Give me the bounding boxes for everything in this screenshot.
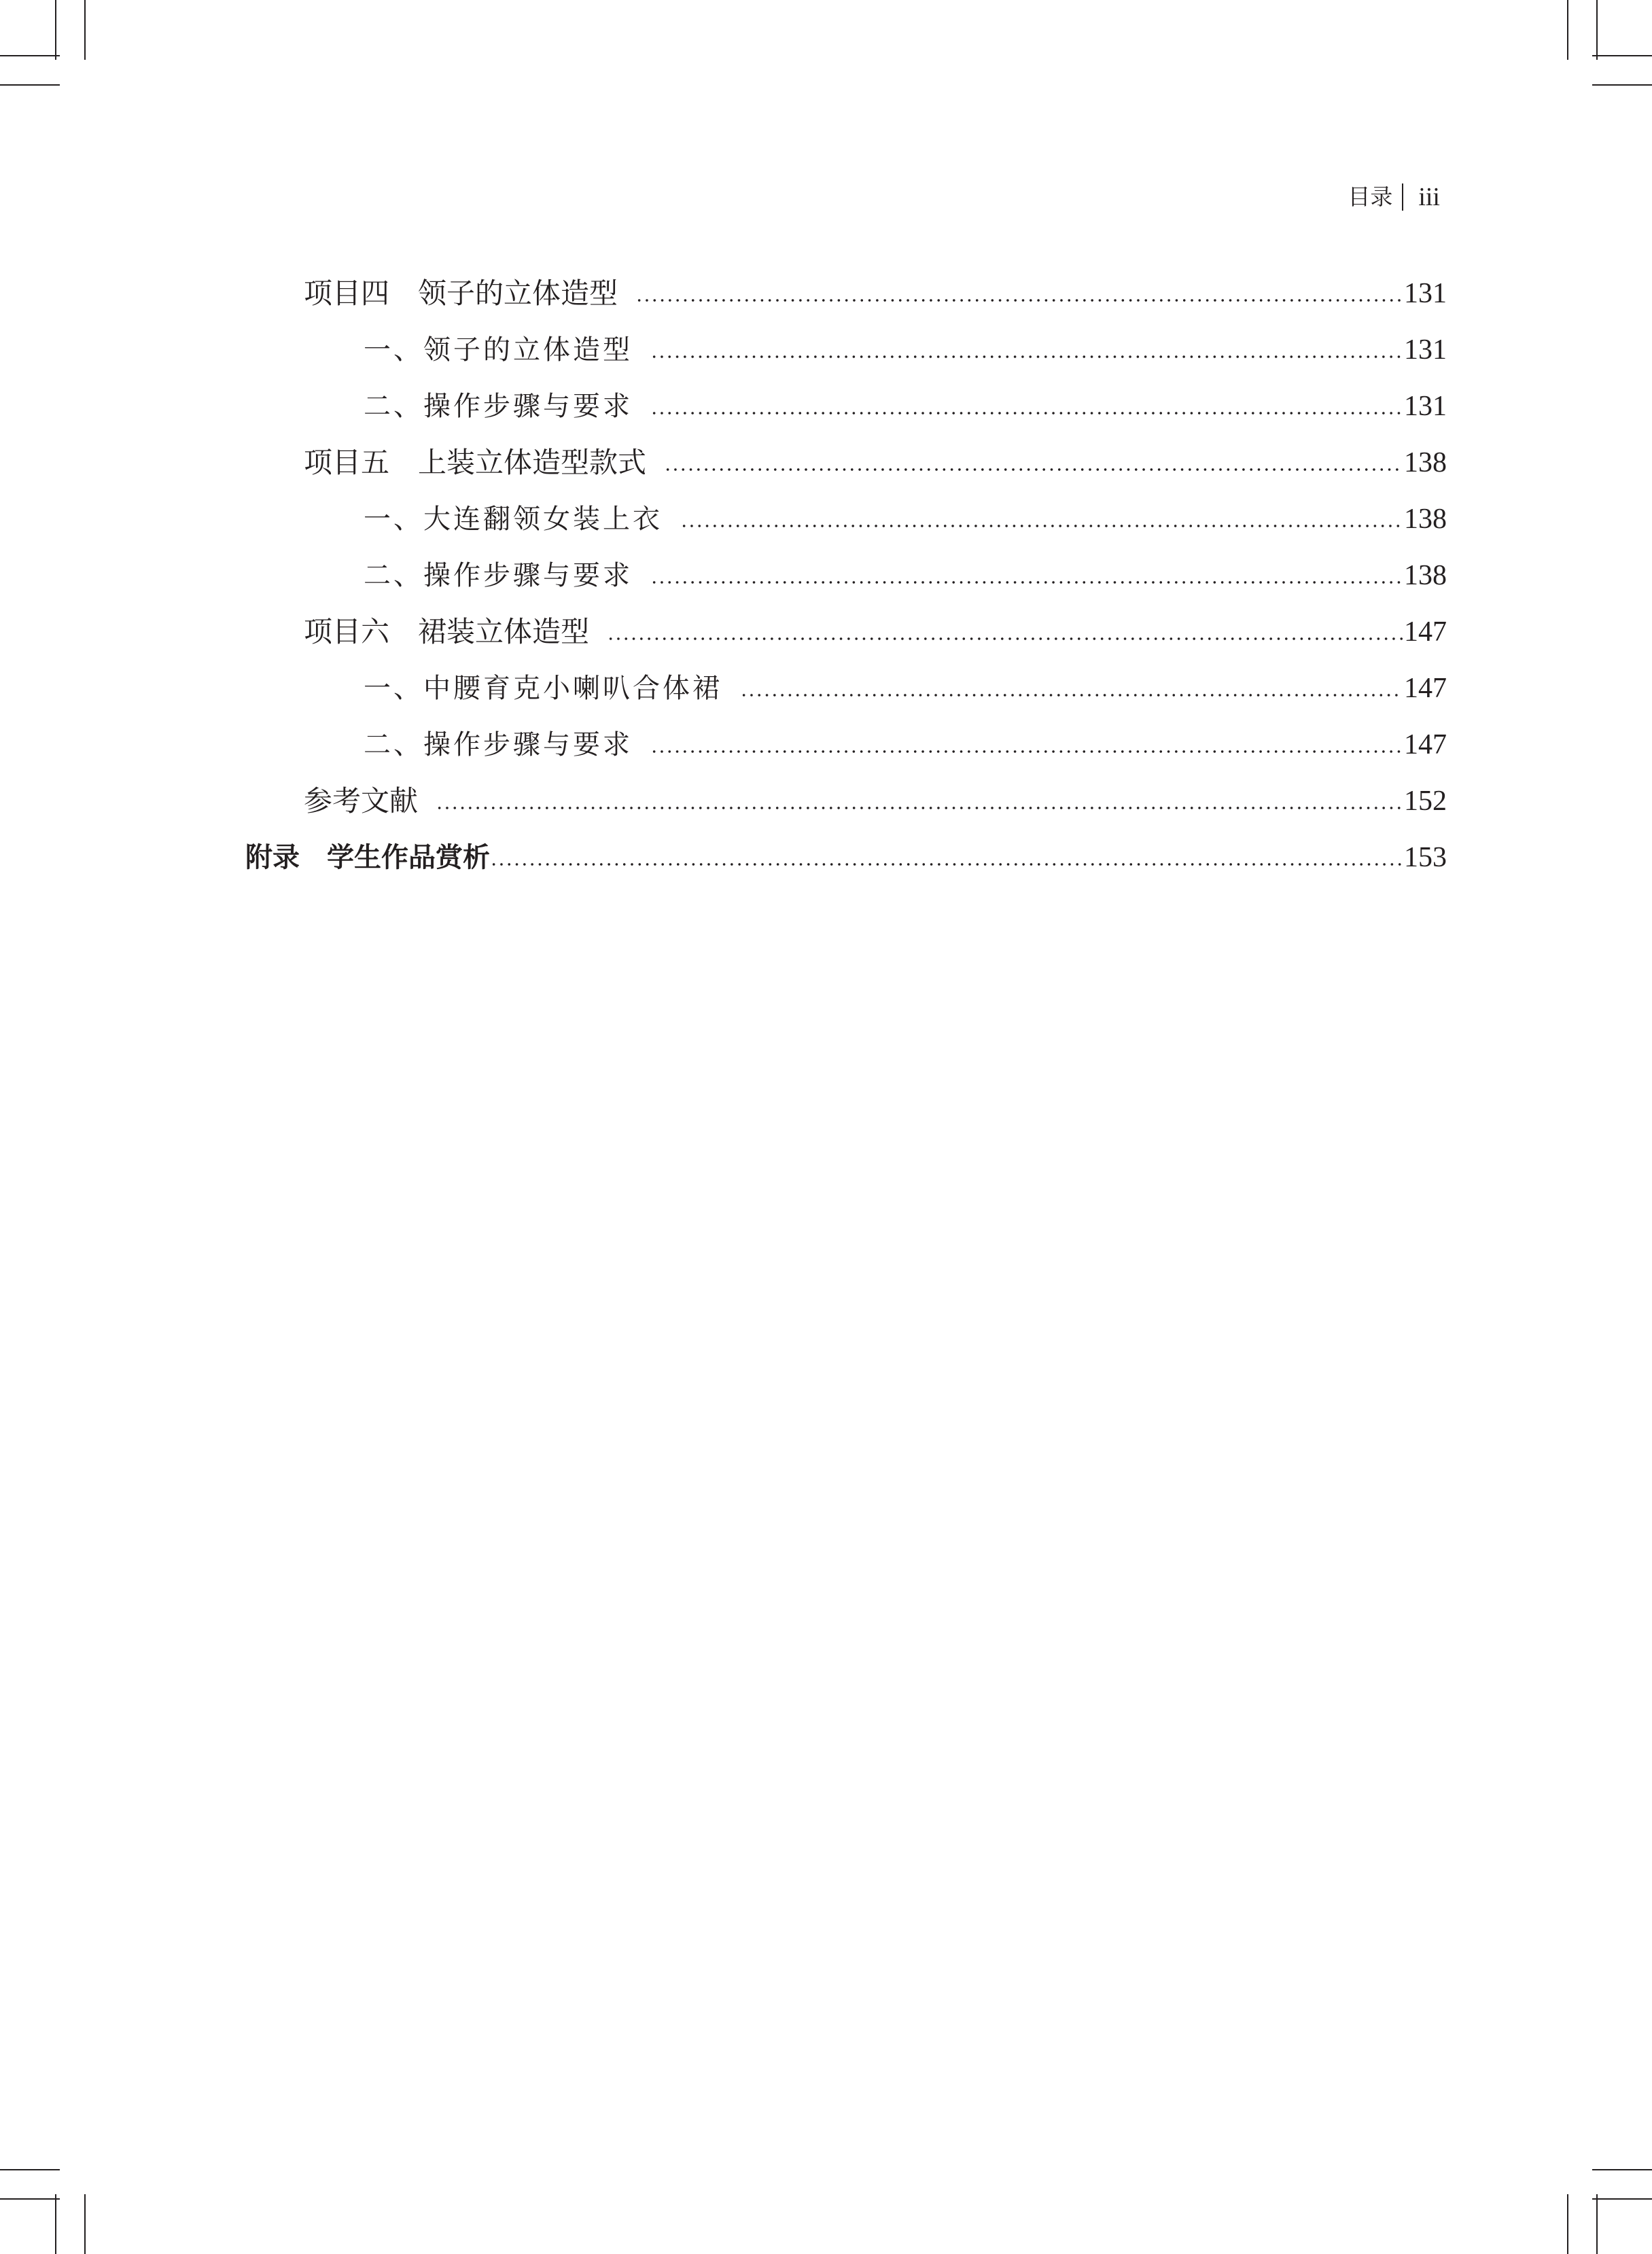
crop-mark xyxy=(1592,2198,1652,2200)
toc-dot-leader xyxy=(650,355,1403,358)
toc-dot-leader xyxy=(635,299,1403,302)
toc-entry-label: 一、中腰育克小喇叭合体裙 xyxy=(364,673,722,704)
running-header-title: 目录 xyxy=(1348,183,1393,210)
running-header xyxy=(1348,182,1440,212)
toc-entry-label: 一、领子的立体造型 xyxy=(364,334,633,366)
toc-entry[interactable] xyxy=(364,328,1447,369)
toc-entry-label: 一、大连翻领女装上衣 xyxy=(364,504,663,535)
toc-entry[interactable] xyxy=(304,610,1447,651)
toc-entry-page: 152 xyxy=(1404,786,1447,817)
toc-entry-page: 147 xyxy=(1404,673,1447,704)
toc-entry-label: 参考文献 xyxy=(304,784,419,817)
crop-mark xyxy=(1592,2169,1652,2170)
toc-entry[interactable] xyxy=(364,497,1447,538)
toc-entry-label: 附录 学生作品赏析 xyxy=(245,842,490,873)
toc-entry[interactable] xyxy=(364,667,1447,707)
toc-entry-page: 138 xyxy=(1404,560,1447,591)
toc-dot-leader xyxy=(490,863,1403,866)
crop-mark xyxy=(84,2194,86,2254)
crop-mark xyxy=(1592,84,1652,86)
toc-entry-page: 153 xyxy=(1404,842,1447,873)
toc-entry-label: 二、操作步骤与要求 xyxy=(364,391,633,422)
crop-mark xyxy=(0,2169,60,2170)
crop-mark xyxy=(0,84,60,86)
toc-entry-page: 147 xyxy=(1404,729,1447,760)
toc-entry-label: 项目六 裙装立体造型 xyxy=(304,615,590,648)
crop-mark xyxy=(55,2194,56,2254)
crop-mark xyxy=(0,55,60,56)
toc-dot-leader xyxy=(680,525,1403,527)
crop-mark xyxy=(55,0,56,60)
toc-entry-label: 项目五 上装立体造型款式 xyxy=(304,446,647,479)
toc-entry-page: 138 xyxy=(1404,447,1447,478)
running-header-page-number: iii xyxy=(1418,183,1440,211)
toc-entry-page: 131 xyxy=(1404,391,1447,422)
toc-entry[interactable] xyxy=(364,554,1447,595)
toc-entry-page: 131 xyxy=(1404,278,1447,309)
toc-dot-leader xyxy=(436,807,1403,809)
toc-entry-label: 项目四 领子的立体造型 xyxy=(304,277,618,310)
toc-entry[interactable] xyxy=(364,723,1447,764)
crop-mark xyxy=(1596,0,1598,60)
toc-dot-leader xyxy=(650,750,1403,753)
toc-entry[interactable] xyxy=(304,779,1447,820)
crop-mark xyxy=(1567,0,1568,60)
running-header-divider xyxy=(1402,183,1403,211)
crop-mark xyxy=(1592,55,1652,56)
toc-entry-label: 二、操作步骤与要求 xyxy=(364,560,633,591)
toc-dot-leader xyxy=(650,412,1403,415)
toc-entry[interactable] xyxy=(245,836,1447,877)
toc-entry[interactable] xyxy=(304,441,1447,482)
toc-entry[interactable] xyxy=(364,385,1447,425)
toc-entry[interactable] xyxy=(304,272,1447,313)
toc-entry-page: 131 xyxy=(1404,334,1447,366)
toc-entry-page: 147 xyxy=(1404,616,1447,648)
crop-mark xyxy=(1596,2194,1598,2254)
toc-dot-leader xyxy=(650,581,1403,584)
toc-dot-leader xyxy=(607,637,1403,640)
toc-dot-leader xyxy=(664,468,1403,471)
crop-mark xyxy=(84,0,86,60)
toc-entry-page: 138 xyxy=(1404,504,1447,535)
crop-mark xyxy=(1567,2194,1568,2254)
toc-entry-label: 二、操作步骤与要求 xyxy=(364,729,633,760)
crop-mark xyxy=(0,2198,60,2200)
toc-dot-leader xyxy=(740,694,1403,697)
